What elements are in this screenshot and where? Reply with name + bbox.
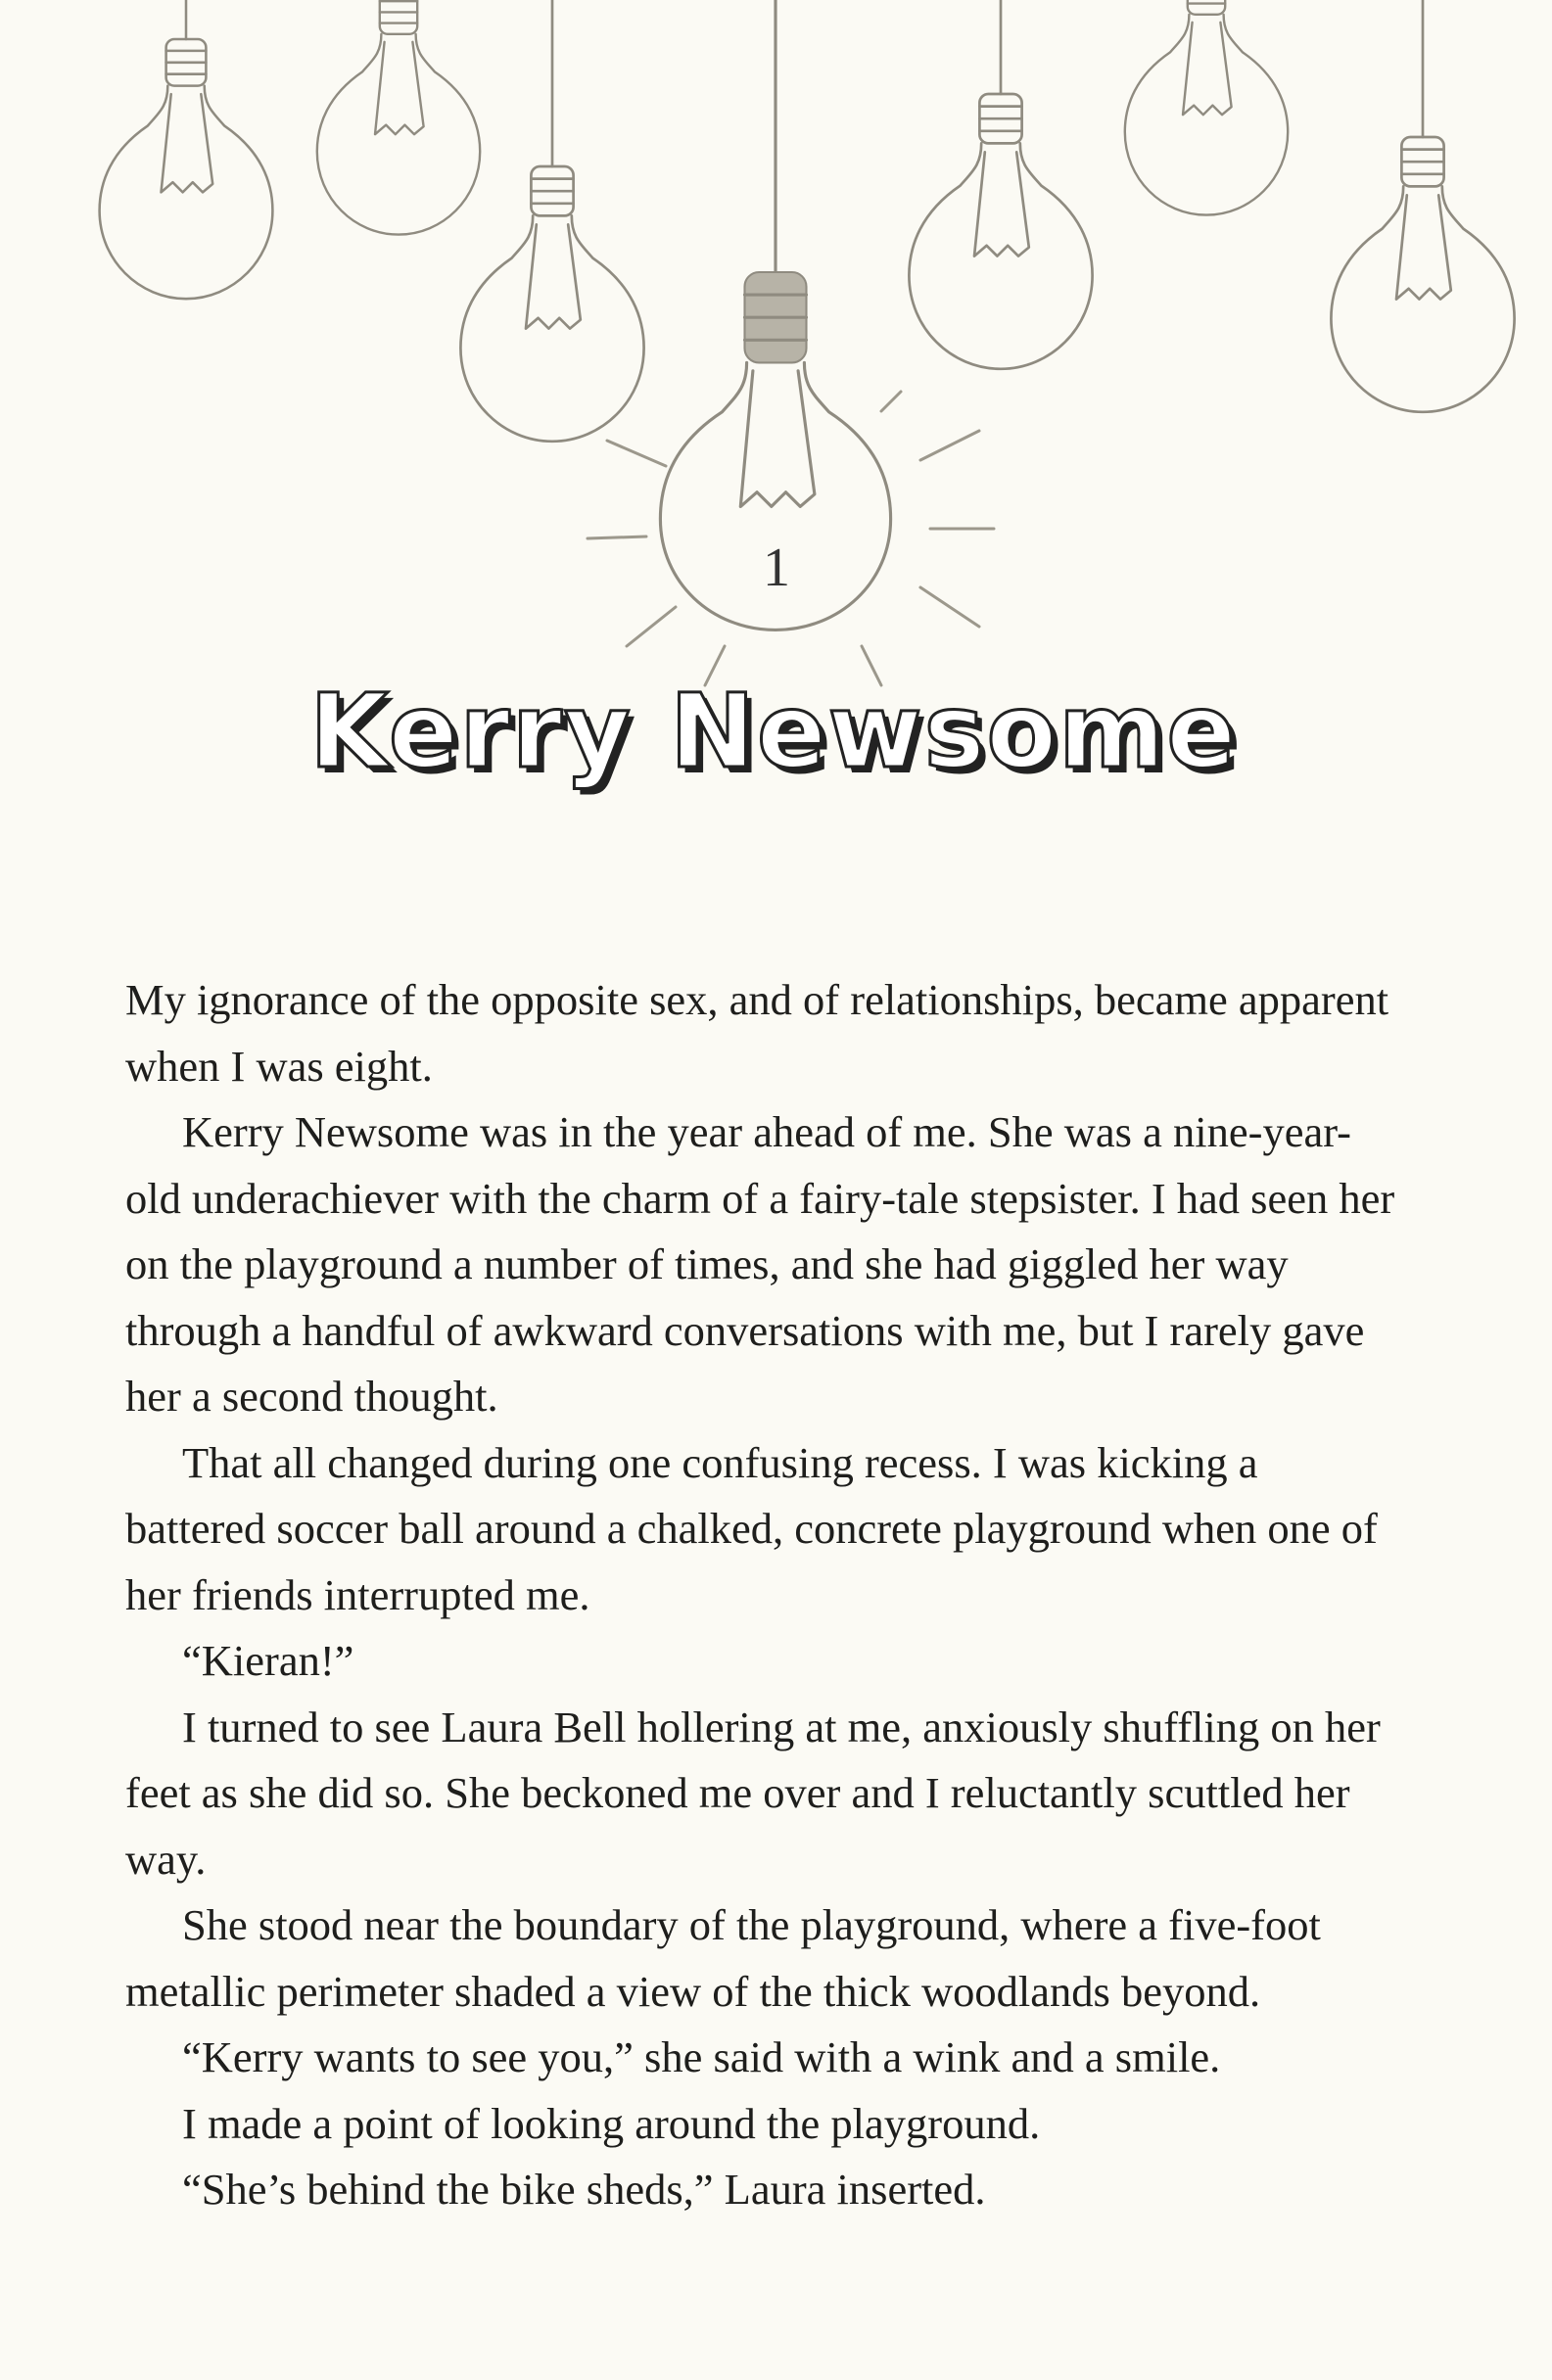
paragraph: “She’s behind the bike sheds,” Laura inserted. [182,2165,986,2214]
chapter-title: Kerry Newsome [309,672,1238,791]
bulb-icon [460,0,643,442]
paragraph: My ignorance of the opposite sex, and of relationships, became apparent when I was eight. [125,975,1389,1091]
bulb-icon [909,0,1092,369]
paragraph: She stood near the boundary of the playground, where a five-foot metallic perimeter shaded a view of the thick woodlands beyond. [125,1900,1321,2016]
bulb-icon [1331,0,1514,412]
paragraph: “Kerry wants to see you,” she said with a wink and a smile. [182,2032,1221,2081]
central-glowing-bulb-icon [660,0,890,630]
paragraph: “Kieran!” [182,1636,354,1685]
paragraph: Kerry Newsome was in the year ahead of me. She was a nine-year-old underachiever with the charm of a fairy-tale stepsister. I had seen her on the playground a number of times, and she had giggled her way through a handful of awkward conversations with me, but I rarely gave her a second thought. [125,1107,1395,1421]
chapter-body [125,967,1398,2223]
bulb-icon [1125,0,1288,215]
bulb-icon [317,0,480,235]
paragraph: I turned to see Laura Bell hollering at me, anxiously shuffling on her feet as she did so. She beckoned me over and I reluctantly scuttled her way. [125,1702,1381,1884]
chapter-number: 1 [763,537,790,598]
paragraph: I made a point of looking around the playground. [182,2098,1041,2148]
bulb-icon [100,0,273,299]
paragraph: That all changed during one confusing recess. I was kicking a battered soccer ball around a chalked, concrete playground when one of her friends interrupted me. [125,1437,1378,1619]
